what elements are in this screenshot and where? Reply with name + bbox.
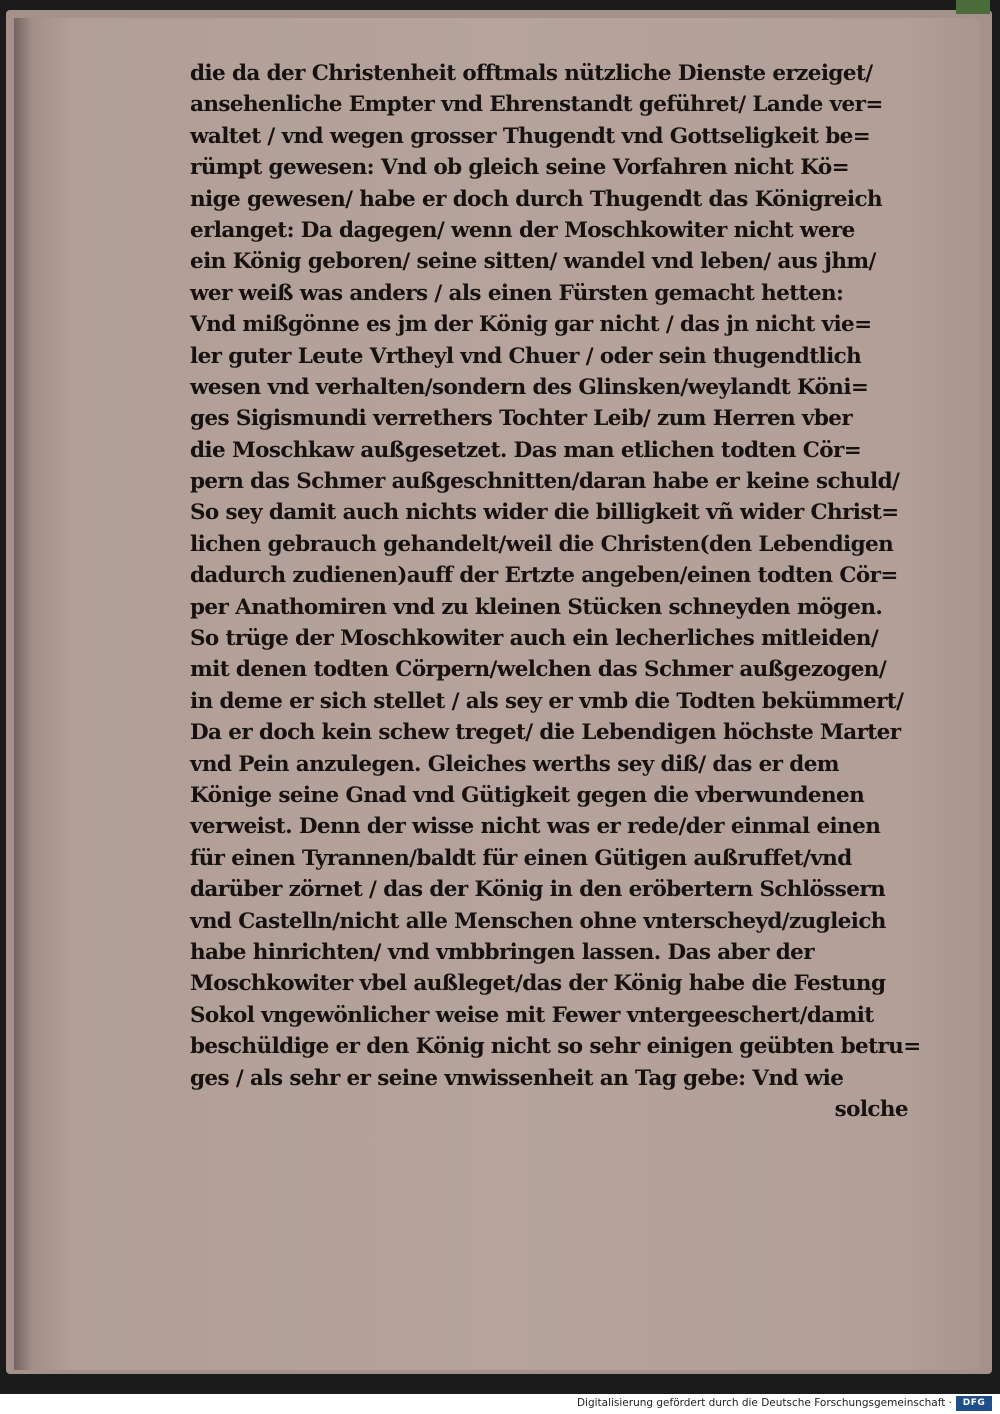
- text-line: nige gewesen/ habe er doch durch Thugendt das Königreich: [190, 186, 882, 212]
- text-line: wesen vnd verhalten/sondern des Glinsken/weylandt Köni=: [190, 374, 869, 400]
- text-line: ges Sigismundi verrethers Tochter Leib/ zum Herren vber: [190, 406, 853, 432]
- cover-edge: [956, 0, 990, 14]
- text-line: für einen Tyrannen/baldt für einen Gütigen außruffet/vnd: [190, 845, 852, 871]
- text-line: erlanget: Da dagegen/ wenn der Moschkowiter nicht were: [190, 217, 855, 243]
- gutter-shadow: [14, 18, 32, 1370]
- text-line: ein König geboren/ seine sitten/ wandel vnd leben/ aus jhm/: [190, 249, 876, 275]
- text-line: waltet / vnd wegen grosser Thugendt vnd Gottseligkeit be=: [190, 123, 871, 149]
- footer-bar: [0, 1394, 1000, 1414]
- text-line: ges / als sehr er seine vnwissenheit an Tag gebe: Vnd wie: [190, 1065, 844, 1091]
- text-line: die Moschkaw außgesetzet. Das man etlichen todten Cör=: [190, 437, 862, 463]
- text-line: lichen gebrauch gehandelt/weil die Christen(den Lebendigen: [190, 531, 894, 557]
- text-line: Da er doch kein schew treget/ die Lebendigen höchste Marter: [190, 720, 901, 746]
- text-line: darüber zörnet / das der König in den eröbertern Schlössern: [190, 877, 886, 903]
- text-line: vnd Castelln/nicht alle Menschen ohne vnterscheyd/zugleich: [190, 908, 886, 934]
- text-line: dadurch zudienen)auff der Ertzte angeben/einen todten Cör=: [190, 563, 898, 589]
- body-text: [190, 58, 930, 1125]
- text-line: per Anathomiren vnd zu kleinen Stücken schneyden mögen.: [190, 594, 883, 620]
- text-line: wer weiß was anders / als einen Fürsten gemacht hetten:: [190, 280, 844, 306]
- text-line: Vnd mißgönne es jm der König gar nicht / das jn nicht vie=: [190, 312, 872, 338]
- text-line: So sey damit auch nichts wider die billigkeit vñ wider Christ=: [190, 500, 899, 526]
- dfg-logo-icon: DFG: [956, 1396, 992, 1411]
- funding-credit: Digitalisierung gefördert durch die Deutsche Forschungsgemeinschaft ·: [576, 1397, 952, 1409]
- text-line: ansehenliche Empter vnd Ehrenstandt geführet/ Lande ver=: [190, 92, 883, 118]
- text-line: die da der Christenheit offtmals nützliche Dienste erzeiget/: [190, 61, 873, 86]
- text-line: habe hinrichten/ vnd vmbbringen lassen. Das aber der: [190, 939, 814, 965]
- text-line: Sokol vngewönlicher weise mit Fewer vntergeeschert/damit: [190, 1002, 874, 1028]
- text-line: pern das Schmer außgeschnitten/daran habe er keine schuld/: [190, 469, 900, 495]
- text-line: Moschkowiter vbel außleget/das der König habe die Festung: [190, 971, 886, 997]
- catchword: solche: [834, 1096, 908, 1122]
- text-line: So trüge der Moschkowiter auch ein lecherliches mitleiden/: [190, 626, 879, 652]
- text-line: in deme er sich stellet / als sey er vmb die Todten bekümmert/: [190, 688, 904, 714]
- text-line: vnd Pein anzulegen. Gleiches werths sey diß/ das er dem: [190, 751, 839, 777]
- text-line: verweist. Denn der wisse nicht was er rede/der einmal einen: [190, 814, 881, 840]
- text-line: mit denen todten Cörpern/welchen das Schmer außgezogen/: [190, 657, 887, 683]
- text-line: rümpt gewesen: Vnd ob gleich seine Vorfahren nicht Kö=: [190, 155, 850, 181]
- text-line: ler guter Leute Vrtheyl vnd Chuer / oder sein thugendtlich: [190, 343, 862, 369]
- text-line: Könige seine Gnad vnd Gütigkeit gegen die vberwundenen: [190, 782, 865, 808]
- text-line: beschüldige er den König nicht so sehr einigen geübten betru=: [190, 1034, 921, 1060]
